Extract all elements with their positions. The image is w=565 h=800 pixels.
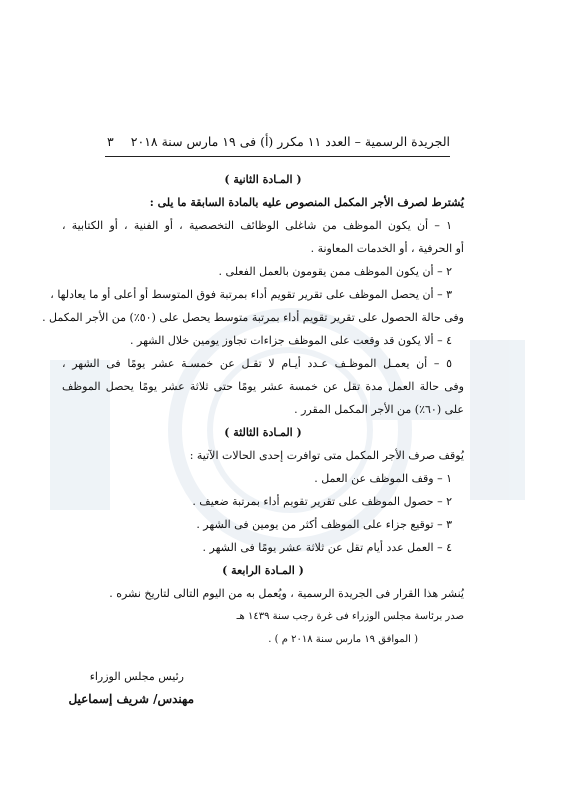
- article-2-intro: يُشترط لصرف الأجر المكمل المنصوص عليه بالمادة السابقة ما يلى :: [149, 196, 464, 209]
- article-3-heading: ( المـادة الثالثة ): [224, 426, 302, 439]
- article-3-item-4: ٤ – العمل عدد أيام تقل عن ثلاثة عشر يومًا فى الشهر .: [202, 541, 452, 554]
- signature-title: رئيس مجلس الوزراء: [89, 670, 184, 683]
- article-4-text: يُنشر هذا القرار فى الجريدة الرسمية ، ويُعمل به من اليوم التالى لتاريخ نشره .: [109, 587, 464, 600]
- header-rule: [105, 156, 450, 157]
- article-2-item-4: ٤ – ألا يكون قد وقعت على الموظف جزاءات تجاوز يومين خلال الشهر .: [130, 334, 452, 347]
- page-header: [105, 134, 450, 149]
- article-3-item-1: ١ – وقف الموظف عن العمل .: [314, 472, 452, 485]
- corresponding-date: ( الموافق ١٩ مارس سنة ٢٠١٨ م ) .: [268, 634, 418, 645]
- header-title: الجريدة الرسمية – العدد ١١ مكرر (أ) فى ١٩ مارس سنة ٢٠١٨: [130, 134, 450, 149]
- article-3-intro: يُوقف صرف الأجر المكمل متى توافرت إحدى الحالات الآتية :: [189, 449, 464, 462]
- article-2-item-3a: ٣ – أن يحصل الموظف على تقرير تقويم أداء بمرتبة فوق المتوسط أو أعلى أو ما يعادلها ،: [50, 288, 452, 301]
- article-2-item-3b: وفى حالة الحصول على تقرير تقويم أداء بمرتبة متوسط يحصل على (٥٠٪) من الأجر المكمل .: [42, 311, 464, 324]
- page-number: ٣: [107, 134, 114, 149]
- issued-line: صدر برئاسة مجلس الوزراء فى غرة رجب سنة ١٤٣٩ هـ: [236, 611, 464, 622]
- article-2-item-1a: ١ – أن يكون الموظف من شاغلى الوظائف التخصصية ، أو الفنية ، أو الكتابية ،: [62, 219, 452, 232]
- article-4-heading: ( المـادة الرابعة ): [222, 564, 304, 577]
- document-body: [42, 168, 464, 711]
- article-2-item-1b: أو الحرفية ، أو الخدمات المعاونة .: [310, 242, 464, 255]
- signature-name: مهندس/ شريف إسماعيل: [68, 692, 194, 706]
- article-3-item-2: ٢ – حصول الموظف على تقرير تقويم أداء بمرتبة ضعيف .: [192, 495, 452, 508]
- article-3-item-3: ٣ – توقيع جزاء على الموظف أكثر من يومين فى الشهر .: [196, 518, 452, 531]
- article-2-item-5a: ٥ – أن يعمـل الموظـف عـدد أيـام لا تقـل عن خمسـة عشر يومًا فى الشهر ،: [62, 357, 452, 370]
- article-2-item-5c: على (٦٠٪) من الأجر المكمل المقرر .: [294, 403, 464, 416]
- article-2-heading: ( المـادة الثانية ): [224, 173, 302, 186]
- article-2-item-5b: وفى حالة العمل مدة تقل عن خمسة عشر يومًا حتى ثلاثة عشر يومًا يحصل الموظف: [62, 380, 464, 393]
- article-2-item-2: ٢ – أن يكون الموظف ممن يقومون بالعمل الفعلى .: [218, 265, 452, 278]
